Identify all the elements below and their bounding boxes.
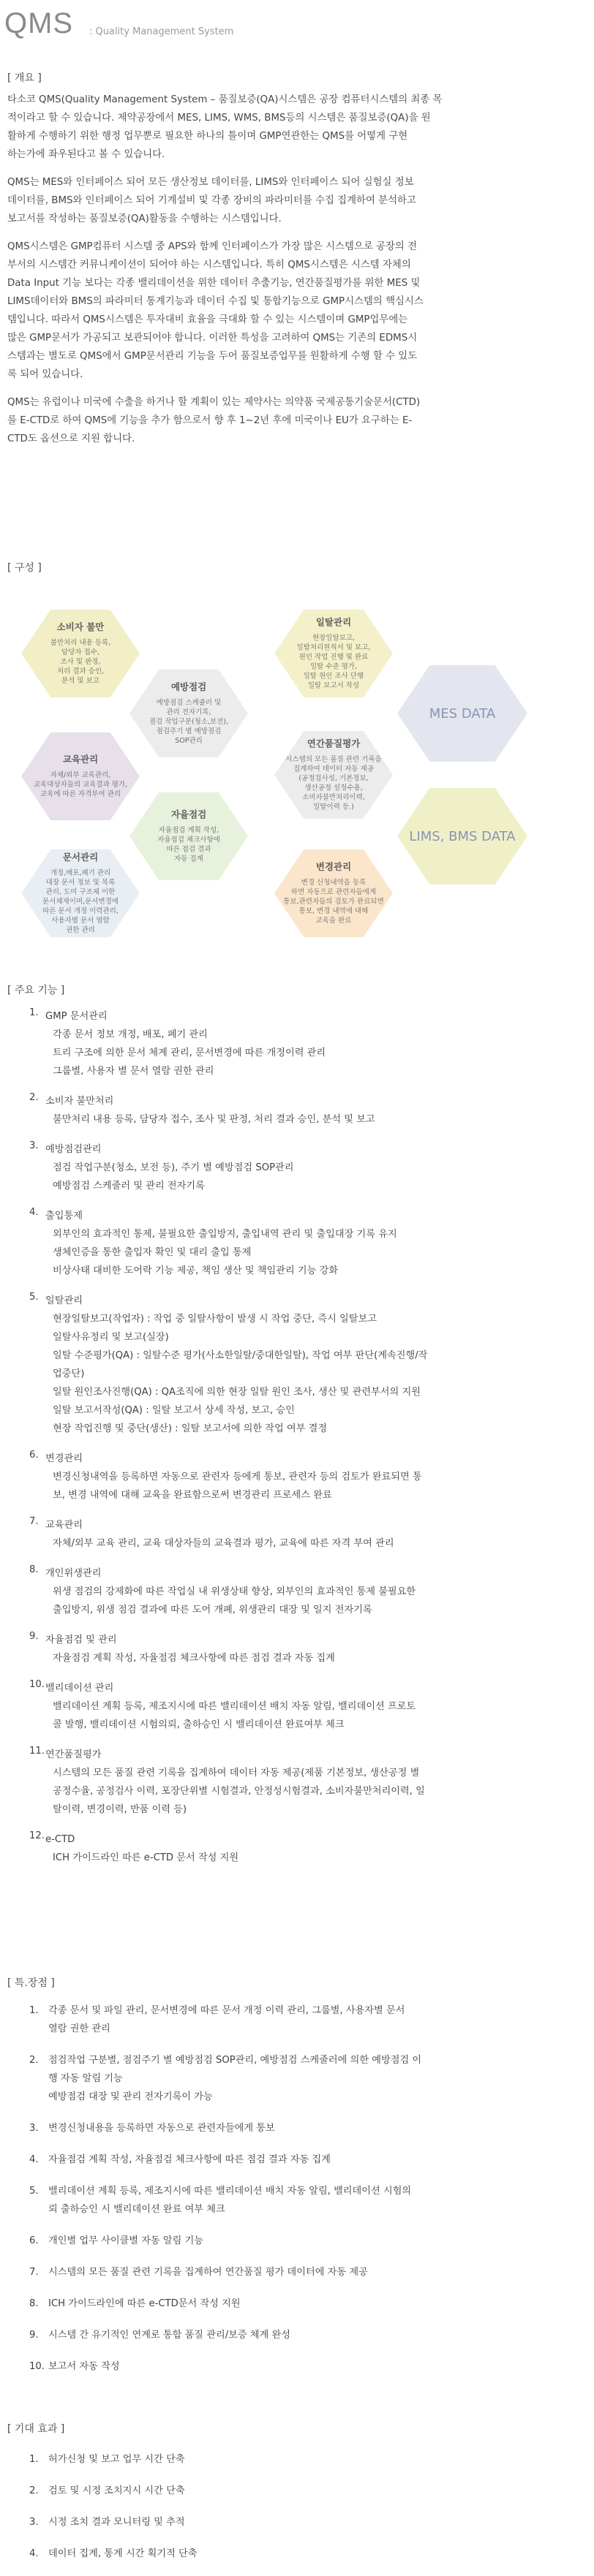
effect-text: 허가신청 및 보고 업무 시간 단축 <box>48 2454 185 2465</box>
hex-8 <box>272 847 395 939</box>
hex-detail: 개정,배포,폐기 관리 <box>50 868 111 877</box>
feature-item <box>29 1746 541 1819</box>
feature-detail: 콜 발행, 밸리데이션 시험의뢰, 출하승인 시 밸리데이션 완료여부 체크 <box>53 1719 345 1730</box>
strengths-list <box>29 2001 541 2389</box>
strength-text: 점검작업 구분별, 점검주기 별 예방점검 SOP관리, 예방점검 스케줄러에 의한 예방점검 이 <box>48 2055 422 2066</box>
feature-title: 예방점검관리 <box>45 1144 102 1155</box>
feature-detail: 탈이력, 변경이력, 반품 이력 등) <box>53 1804 187 1815</box>
feature-detail: 시스템의 모든 품질 관련 기록을 집계하여 데이터 자동 제공(제품 기본정보, 생산공정 별 <box>53 1768 420 1778</box>
strength-number: 6. <box>29 2235 39 2246</box>
structure-title: [ 구성 ] <box>7 562 42 574</box>
effect-number: 2. <box>29 2485 39 2496</box>
overview-line: 템입니다. 따라서 QMS시스템은 투자대비 효율을 극대화 할 수 있는 시스템이며 GMP업무에는 <box>7 314 408 325</box>
feature-item <box>29 1679 541 1734</box>
hex-6 <box>272 607 395 699</box>
feature-detail: ICH 가이드라인 따른 e-CTD 문서 작성 지원 <box>53 1852 239 1863</box>
strength-text: 개인별 업무 사이클별 자동 알림 기능 <box>48 2235 204 2246</box>
feature-title: 교육관리 <box>45 1520 83 1531</box>
overview-line: Data Input 기능 보다는 각종 밸리데이션을 위한 데이터 추출기능, 연간품질평가를 위한 MES 및 <box>7 278 421 289</box>
hex-detail: 분석 및 보고 <box>61 676 99 685</box>
hex-detail: 통보, 변경 내역에 대해 <box>298 906 369 915</box>
features-title: [ 주요 기능 ] <box>7 985 65 996</box>
strengths-title: [ 특.장점 ] <box>7 1977 55 1989</box>
strength-number: 10. <box>29 2361 45 2372</box>
hex-title: 자율점검 <box>170 808 207 820</box>
overview-line: 스템과는 별도로 QMS에서 GMP문서관리 기능을 두어 품질보증업무를 원활하게 수행 할 수 있도 <box>7 351 418 362</box>
page-tagline: : Quality Management System <box>89 26 234 37</box>
hex-title: 예방점검 <box>170 681 207 692</box>
hex-detail: 예방점검 스케쥴러 및 <box>156 698 222 707</box>
strength-item <box>29 2232 541 2250</box>
feature-title: e-CTD <box>45 1834 75 1845</box>
feature-detail: 비상사태 대비한 도어락 기능 제공, 책임 생산 및 책임관리 기능 강화 <box>53 1265 339 1276</box>
feature-item <box>29 1564 541 1619</box>
overview-line: QMS는 유럽이나 미국에 수출을 하거나 할 계획이 있는 제약사는 의약품 국제공통기술문서(CTD) <box>7 397 421 408</box>
feature-detail: 일탈 원인조사진행(QA) : QA조직에 의한 현장 일탈 원인 조사, 생산 및 관련부서의 지원 <box>53 1387 421 1398</box>
strength-text: 보고서 자동 작성 <box>48 2361 120 2372</box>
overview-title: [ 개요 ] <box>7 72 42 84</box>
hex-detail: 교육에 따른 자격부여 관리 <box>40 789 121 798</box>
strength-text: 열람 권한 관리 <box>48 2023 110 2034</box>
strength-item <box>29 2295 541 2313</box>
structure-diagram <box>0 577 594 943</box>
hex-detail: 통보,관련자들의 검토가 완료되면 <box>283 897 384 906</box>
strength-text: 시스템의 모든 품질 관련 기록을 집계하여 연간품질 평가 데이터에 자동 제공 <box>48 2267 368 2278</box>
strength-text: 뢰 출하승인 시 밸리데이션 완료 여부 체크 <box>48 2204 225 2215</box>
strength-text: 자율점검 계획 작성, 자율점검 체크사항에 따른 점검 결과 자동 집계 <box>48 2154 331 2165</box>
hex-7 <box>272 729 395 820</box>
feature-title: 연간품질평가 <box>45 1749 102 1760</box>
effect-item <box>29 2513 541 2531</box>
effect-number: 3. <box>29 2517 39 2528</box>
hex-detail: 일탈이력 등.) <box>313 803 354 811</box>
feature-number: 12. <box>29 1830 45 1841</box>
feature-number: 6. <box>29 1450 39 1461</box>
effect-text: 검토 및 시정 조치지시 시간 단축 <box>48 2485 185 2496</box>
hex-detail: SOP관리 <box>175 736 203 745</box>
hex-title: LIMS, BMS DATA <box>409 829 516 844</box>
strength-number: 4. <box>29 2154 39 2165</box>
feature-detail: 예방점검 스케줄러 및 관리 전자기록 <box>53 1181 205 1192</box>
feature-number: 4. <box>29 1207 39 1218</box>
feature-title: 밸리데이션 관리 <box>45 1683 114 1694</box>
strength-text: 시스템 간 유기적인 연계로 통합 품질 관리/보증 체계 완성 <box>48 2330 290 2341</box>
feature-detail: 보, 변경 내역에 대해 교육을 완료함으로써 변경관리 프로세스 완료 <box>53 1490 332 1501</box>
hex-detail: 일탈 보고서 작성 <box>307 681 360 690</box>
effect-item <box>29 2545 541 2563</box>
strength-item <box>29 2182 541 2219</box>
overview-line: 록 되어 있습니다. <box>7 369 83 380</box>
feature-item <box>29 1092 541 1129</box>
strength-item <box>29 2051 541 2106</box>
hex-detail: 담당자 접수, <box>61 648 99 656</box>
hex-detail: 원인 작업 진행 및 완료 <box>298 653 369 662</box>
hex-detail: 따른 점검 결과 <box>166 845 211 854</box>
hex-detail: 점검 작업구분(청소,보전), <box>148 717 229 726</box>
effect-number: 4. <box>29 2548 39 2559</box>
strength-text: 행 자동 알림 기능 <box>48 2073 123 2084</box>
feature-detail: 현장일탈보고(작업자) : 작업 중 일탈사항이 발생 시 작업 중단, 즉시 일탈보고 <box>53 1314 377 1325</box>
feature-title: 자율점검 및 관리 <box>45 1634 117 1645</box>
feature-detail: 일탈 보고서작성(QA) : 일탈 보고서 상세 작성, 보고, 승인 <box>53 1405 295 1416</box>
hex-detail: 현장일탈보고, <box>312 634 356 643</box>
strength-number: 9. <box>29 2330 39 2341</box>
strength-item <box>29 2151 541 2169</box>
overview-line: 활하게 수행하기 위한 행정 업무뿐로 필요한 하나의 틀이며 GMP연관한는 QMS를 어떻게 구현 <box>7 131 408 142</box>
hex-title: 문서관리 <box>62 851 99 863</box>
feature-detail: 변경신청내역을 등록하면 자동으로 관련자 등에게 통보, 관련자 등의 검토가 완료되면 통 <box>53 1471 422 1482</box>
overview-line: QMS는 MES와 인터페이스 되어 모든 생산정보 데이터를, LIMS와 인터페이스 되어 실험실 정보 <box>7 177 414 188</box>
feature-detail: 그룹별, 사용자 별 문서 열람 권한 관리 <box>53 1066 214 1077</box>
strength-number: 7. <box>29 2267 39 2278</box>
effects-title: [ 기대 효과 ] <box>7 2423 65 2435</box>
feature-title: 변경관리 <box>45 1453 83 1464</box>
strength-item <box>29 2326 541 2344</box>
strength-number: 3. <box>29 2123 39 2134</box>
strength-number: 2. <box>29 2055 39 2066</box>
overview-line: 타소코 QMS(Quality Management System – 품질보증(QA)시스템은 공장 컴퓨터시스템의 최종 목 <box>7 94 443 105</box>
overview-line: CTD도 옵션으로 지원 합니다. <box>7 433 135 444</box>
effect-number: 1. <box>29 2454 39 2465</box>
feature-item <box>29 1450 541 1504</box>
overview-line: QMS시스템은 GMP컴퓨터 시스템 중 APS와 함께 인터페이스가 가장 많은 시스템으로 공장의 전 <box>7 241 418 252</box>
overview-line: 를 E-CTD로 하여 QMS에 기능을 추가 함으로서 향 후 1~2년 후에 미국이나 EU가 요구하는 E- <box>7 415 413 426</box>
feature-detail: 공정수율, 공정검사 이력, 포장단위별 시험결과, 안정성시험결과, 소비자불만처리이력, 일 <box>53 1786 425 1797</box>
effect-text: 시정 조치 결과 모니터링 및 추적 <box>48 2517 185 2528</box>
hex-detail: 문서체제이며,문서변경에 <box>42 897 119 906</box>
feature-title: 일탈관리 <box>45 1295 83 1306</box>
overview-paragraph <box>7 173 516 228</box>
feature-title: 출입통제 <box>45 1211 83 1221</box>
strength-text: 예방점검 대장 및 관리 전자기록이 가능 <box>48 2091 213 2102</box>
feature-item <box>29 1292 541 1438</box>
feature-item <box>29 1140 541 1195</box>
overview-line: 데이터를, BMS와 인터페이스 되어 기계설비 및 각종 장비의 파라미터를 수집 집계하여 분석하고 <box>7 195 416 206</box>
hex-4 <box>127 667 250 759</box>
feature-number: 2. <box>29 1092 39 1103</box>
hex-detail: 자동 집계 <box>174 855 203 863</box>
hex-2 <box>19 730 142 822</box>
hex-detail: 교육을 완료 <box>315 916 352 925</box>
strength-text: ICH 가이드라인에 따른 e-CTD문서 작성 지원 <box>48 2298 241 2309</box>
hex-detail: 조사 및 판정, <box>60 657 101 666</box>
hex-detail: 일탈 원인 조사 단행 <box>303 672 364 681</box>
hex-detail: 점검주기 별 예방점검 <box>156 727 222 735</box>
hex-detail: 관리 전자기록, <box>166 708 211 716</box>
hex-detail: 처리 결과 승인, <box>56 667 105 675</box>
feature-detail: 생체인증을 통한 출입자 확인 및 대리 출입 통제 <box>53 1247 252 1258</box>
hex-detail: 자율점검 체크사항에 <box>157 836 220 844</box>
hex-detail: 집계하여 데이터 자동 제공 <box>293 765 375 773</box>
feature-detail: 트리 구조에 의한 문서 체계 관리, 문서변경에 따른 개정이력 관리 <box>53 1048 326 1058</box>
feature-item <box>29 1516 541 1553</box>
feature-number: 8. <box>29 1564 39 1575</box>
feature-number: 3. <box>29 1140 39 1151</box>
strength-item <box>29 2263 541 2281</box>
feature-number: 1. <box>29 1007 39 1018</box>
features-list <box>29 1007 541 1879</box>
strength-item <box>29 2357 541 2376</box>
strength-text: 변경신청내용을 등록하면 자동으로 관련자들에게 통보 <box>48 2123 275 2134</box>
hex-title: 일탈관리 <box>315 616 352 628</box>
qms-logo: QMS <box>4 7 74 39</box>
overview-line: 보고서를 작성하는 품질보증(QA)활동을 수행하는 시스템입니다. <box>7 213 282 224</box>
feature-item <box>29 1007 541 1080</box>
feature-detail: 각종 문서 정보 개정, 배포, 폐기 관리 <box>53 1029 208 1040</box>
feature-title: GMP 문서관리 <box>45 1011 108 1022</box>
effect-text: 데이터 집계, 통계 시간 획기적 단축 <box>48 2548 198 2559</box>
feature-number: 10. <box>29 1679 45 1690</box>
hex-detail: 대장 문서 정보 및 목록 <box>45 878 116 887</box>
hex-9 <box>395 664 530 764</box>
feature-detail: 점검 작업구분(청소, 보전 등), 주기 별 예방점검 SOP관리 <box>53 1162 294 1173</box>
feature-item <box>29 1631 541 1667</box>
feature-detail: 자율점검 계획 작성, 자율점검 체크사항에 따른 점검 결과 자동 집계 <box>53 1653 335 1664</box>
hex-detail: 관리, 도미 구조체 이한 <box>45 887 116 896</box>
overview-line: LIMS데이터와 BMS의 파라미터 통계기능과 데이터 수집 및 통합기능으로 GMP시스템의 핵심시스 <box>7 296 424 307</box>
effects-list <box>29 2450 541 2576</box>
hex-detail: 일탈 수준 평가, <box>309 662 358 671</box>
feature-item <box>29 1830 541 1867</box>
hex-detail: 불만처리 내용 등록, <box>50 638 111 647</box>
overview-text <box>7 91 516 458</box>
feature-detail: 외부인의 효과적인 통제, 불필요한 출입방지, 출입내역 관리 및 출입대장 기록 유지 <box>53 1229 397 1240</box>
hex-5 <box>127 790 250 882</box>
hex-detail: 자체/외부 교육관리, <box>50 770 111 779</box>
strength-number: 1. <box>29 2005 39 2016</box>
hex-title: 연간품질평가 <box>307 738 361 749</box>
feature-item <box>29 1207 541 1280</box>
hex-detail: 일탈처리원칙서 및 보고, <box>296 643 371 652</box>
hex-detail: 권한 관리 <box>66 925 95 934</box>
hex-title: 교육관리 <box>62 753 99 765</box>
feature-number: 11. <box>29 1746 45 1757</box>
strength-text: 밸리데이션 계획 등록, 제조지시에 따른 밸리데이션 배치 자동 알림, 밸리데이션 시험의 <box>48 2186 412 2197</box>
hex-title: 변경관리 <box>315 860 352 872</box>
effect-item <box>29 2482 541 2500</box>
overview-paragraph <box>7 238 516 384</box>
feature-detail: 현장 작업진행 및 중단(생산) : 일탈 보고서에 의한 작업 여부 결정 <box>53 1423 328 1434</box>
overview-line: 부서의 시스템간 커뮤니케이션이 되어야 하는 시스템입니다. 특히 QMS시스템은 시스템 자체의 <box>7 260 411 270</box>
hex-detail: 사용자별 문서 열람 <box>51 916 110 925</box>
strength-item <box>29 2119 541 2137</box>
strength-number: 8. <box>29 2298 39 2309</box>
hex-title: MES DATA <box>429 706 496 721</box>
feature-number: 9. <box>29 1631 39 1642</box>
feature-detail: 위생 점검의 강제화에 따른 작업실 내 위생상태 향상, 외부인의 효과적인 통제 불필요한 <box>53 1586 416 1597</box>
feature-detail: 불만처리 내용 등록, 담당자 접수, 조사 및 판정, 처리 결과 승인, 분석 및 보고 <box>53 1114 375 1125</box>
feature-detail: 업중단) <box>53 1368 85 1379</box>
hex-detail: 소비자불만처리이력, <box>302 793 365 802</box>
hex-detail: 시스템의 모든 품질 관련 기록을 <box>285 755 382 764</box>
feature-title: 소비자 불만처리 <box>45 1096 114 1107</box>
feature-number: 7. <box>29 1516 39 1527</box>
hex-10 <box>395 787 530 887</box>
feature-detail: 자체/외부 교육 관리, 교육 대상자들의 교육결과 평가, 교육에 따른 자격 부여 관리 <box>53 1538 394 1549</box>
feature-title: 개인위생관리 <box>45 1568 102 1579</box>
feature-detail: 일탈사유정리 및 보고(실장) <box>53 1332 169 1343</box>
overview-line: 하는가에 좌우된다고 볼 수 있습니다. <box>7 149 165 160</box>
hex-detail: 생산공정 설정수용, <box>304 784 363 792</box>
feature-detail: 일탈 수준평가(QA) : 일탈수준 평가(사소한일탈/중대한일탈), 작업 여부 판단(계속진행/작 <box>53 1350 428 1361</box>
hex-detail: 하면 자동으로 관련자들에게 <box>290 887 377 896</box>
hex-detail: 교육대상자들의 교육결과 평가, <box>33 780 128 789</box>
hex-detail: (공정검사성, 기본정보, <box>298 774 369 783</box>
hex-3 <box>19 847 142 939</box>
hex-detail: 따른 문서 개정 이력관리, <box>42 906 119 915</box>
feature-detail: 밸리데이션 계획 등록, 제조지시에 따른 밸리데이션 배치 자동 알림, 밸리데이션 프로토 <box>53 1701 416 1712</box>
strength-number: 5. <box>29 2186 39 2197</box>
feature-number: 5. <box>29 1292 39 1303</box>
effect-item <box>29 2450 541 2469</box>
overview-line: 많은 GMP문서가 가공되고 보관되어야 합니다. 이러한 특성을 고려하여 QMS는 기존의 EDMS시 <box>7 333 418 344</box>
strength-text: 각종 문서 및 파일 관리, 문서변경에 따른 문서 개정 이력 관리, 그룹별, 사용자별 문서 <box>48 2005 405 2016</box>
feature-detail: 출입방지, 위생 점검 결과에 따른 도어 개폐, 위생관리 대장 및 일지 전자기록 <box>53 1605 372 1615</box>
page-header <box>0 0 594 45</box>
overview-paragraph <box>7 393 516 448</box>
hex-1 <box>19 607 142 699</box>
hex-detail: 자율점검 계획 작성, <box>158 826 219 835</box>
hex-detail: 변경 신청내역을 등록 <box>301 878 366 887</box>
overview-line: 적이라고 할 수 있습니다. 제약공장에서 MES, LIMS, WMS, BMS등의 시스템은 품질보증(QA)을 원 <box>7 113 431 124</box>
strength-item <box>29 2001 541 2038</box>
hex-title: 소비자 불만 <box>56 621 105 632</box>
overview-paragraph <box>7 91 516 164</box>
